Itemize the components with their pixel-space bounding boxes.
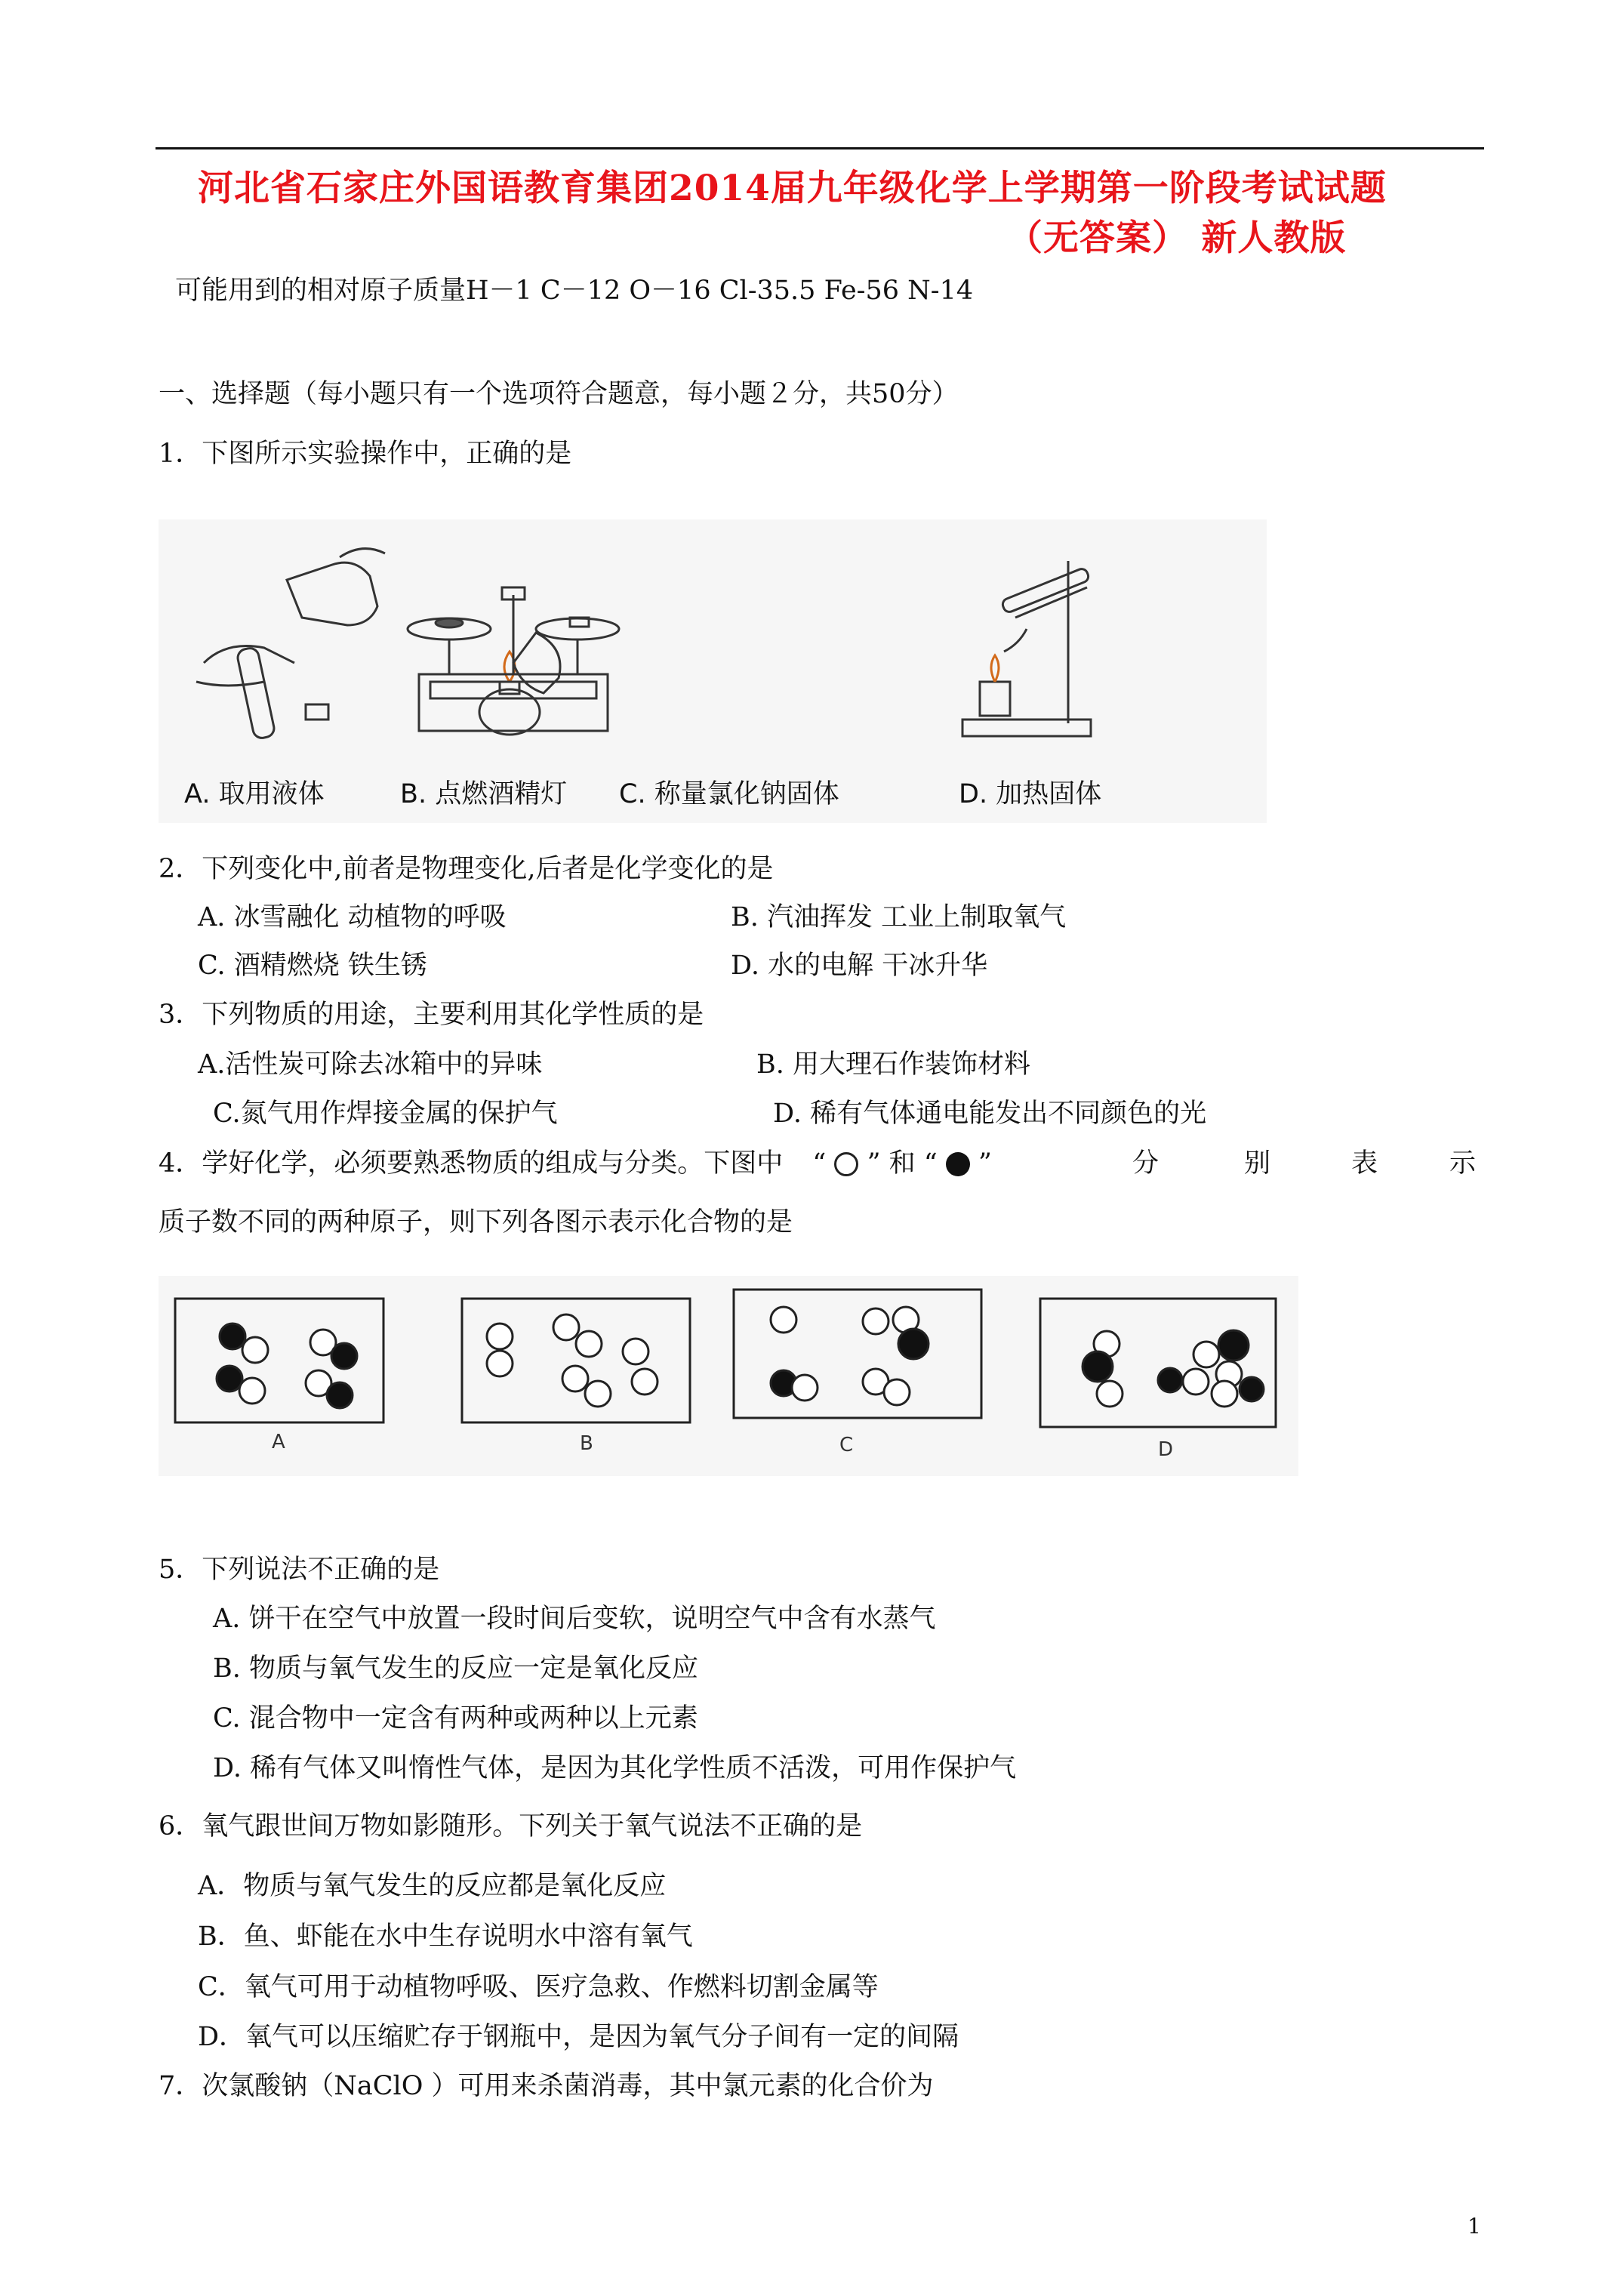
question-4-stem: 4．学好化学，必须要熟悉物质的组成与分类。下图中 “ ” 和 “ ”: [159, 1148, 992, 1179]
header-rule: [156, 147, 1484, 149]
box-d: [1040, 1299, 1276, 1427]
atom-model-diagrams: [159, 1276, 1298, 1476]
question-2-option-c: C. 酒精燃烧 铁生锈: [198, 951, 427, 981]
heating-solid-icon: [962, 561, 1091, 736]
question-5-option-c: C. 混合物中一定含有两种或两种以上元素: [213, 1703, 698, 1734]
question-2-stem: 2．下列变化中,前者是物理变化,后者是化学变化的是: [159, 854, 774, 884]
figure-label-a: A: [272, 1431, 285, 1453]
question-6-option-d: D．氧气可以压缩贮存于钢瓶中，是因为氧气分子间有一定的间隔: [198, 2022, 959, 2052]
alcohol-lamp-icon: [479, 633, 560, 735]
white-atom-icon: [834, 1152, 858, 1176]
section-heading: 一、选择题（每小题只有一个选项符合题意，每小题２分，共50分）: [159, 379, 959, 409]
question-7-stem: 7．次氯酸钠（NaClO ）可用来杀菌消毒，其中氯元素的化合价为: [159, 2071, 934, 2101]
balance-scale-icon: [408, 587, 619, 731]
page-title: 河北省石家庄外国语教育集团2014届九年级化学上学期第一阶段考试试题: [198, 168, 1387, 209]
question-1-figure: [159, 519, 1267, 823]
figure-label-b: B: [580, 1432, 593, 1455]
question-3-option-b: B. 用大理石作装饰材料: [756, 1049, 1030, 1080]
question-5-option-d: D. 稀有气体又叫惰性气体，是因为其化学性质不活泼，可用作保护气: [213, 1753, 1017, 1783]
figure-label-c: C: [839, 1434, 854, 1456]
question-4-figure: [159, 1276, 1298, 1476]
atomic-masses: 可能用到的相对原子质量H－1 C－12 O－16 Cl-35.5 Fe-56 N-14: [175, 276, 974, 306]
question-5-stem: 5．下列说法不正确的是: [159, 1555, 440, 1585]
option-a-label: A. 取用液体: [184, 779, 325, 809]
question-1-stem: 1．下图所示实验操作中，正确的是: [159, 439, 572, 469]
question-2-option-a: A. 冰雪融化 动植物的呼吸: [198, 902, 507, 932]
option-d-label: D. 加热固体: [959, 779, 1102, 809]
box-c: [734, 1290, 981, 1418]
black-atom-icon: [946, 1152, 970, 1176]
question-3-stem: 3．下列物质的用途，主要利用其化学性质的是: [159, 1000, 704, 1030]
question-6-option-c: C．氧气可用于动植物呼吸、医疗急救、作燃料切割金属等: [198, 1972, 879, 2002]
question-6-option-a: A．物质与氧气发生的反应都是氧化反应: [198, 1871, 667, 1901]
question-3-option-d: D. 稀有气体通电能发出不同颜色的光: [773, 1099, 1207, 1129]
lab-operations-illustration: [159, 519, 1267, 823]
question-4-stem-line2: 质子数不同的两种原子，则下列各图示表示化合物的是: [159, 1207, 793, 1237]
question-3-option-c: C.氮气用作焊接金属的保护气: [213, 1099, 558, 1129]
page-number: 1: [1467, 2214, 1481, 2239]
question-5-option-a: A. 饼干在空气中放置一段时间后变软，说明空气中含有水蒸气: [213, 1604, 936, 1634]
question-6-stem: 6．氧气跟世间万物如影随形。下列关于氧气说法不正确的是: [159, 1811, 863, 1841]
question-5-option-b: B. 物质与氧气发生的反应一定是氧化反应: [213, 1653, 698, 1684]
option-b-label: B. 点燃酒精灯: [400, 779, 568, 809]
question-2-option-d: D. 水的电解 干冰升华: [731, 951, 988, 981]
question-2-option-b: B. 汽油挥发 工业上制取氧气: [731, 902, 1067, 932]
question-6-option-b: B．鱼、虾能在水中生存说明水中溶有氧气: [198, 1922, 693, 1952]
question-3-option-a: A.活性炭可除去冰箱中的异味: [198, 1049, 543, 1080]
question-4-stem-text: 4．学好化学，必须要熟悉物质的组成与分类。下图中: [159, 1148, 784, 1179]
figure-label-d: D: [1158, 1438, 1174, 1461]
page-subtitle: （无答案） 新人教版: [1007, 217, 1347, 259]
pouring-liquid-icon: [196, 549, 385, 740]
option-c-label: C. 称量氯化钠固体: [619, 779, 839, 809]
